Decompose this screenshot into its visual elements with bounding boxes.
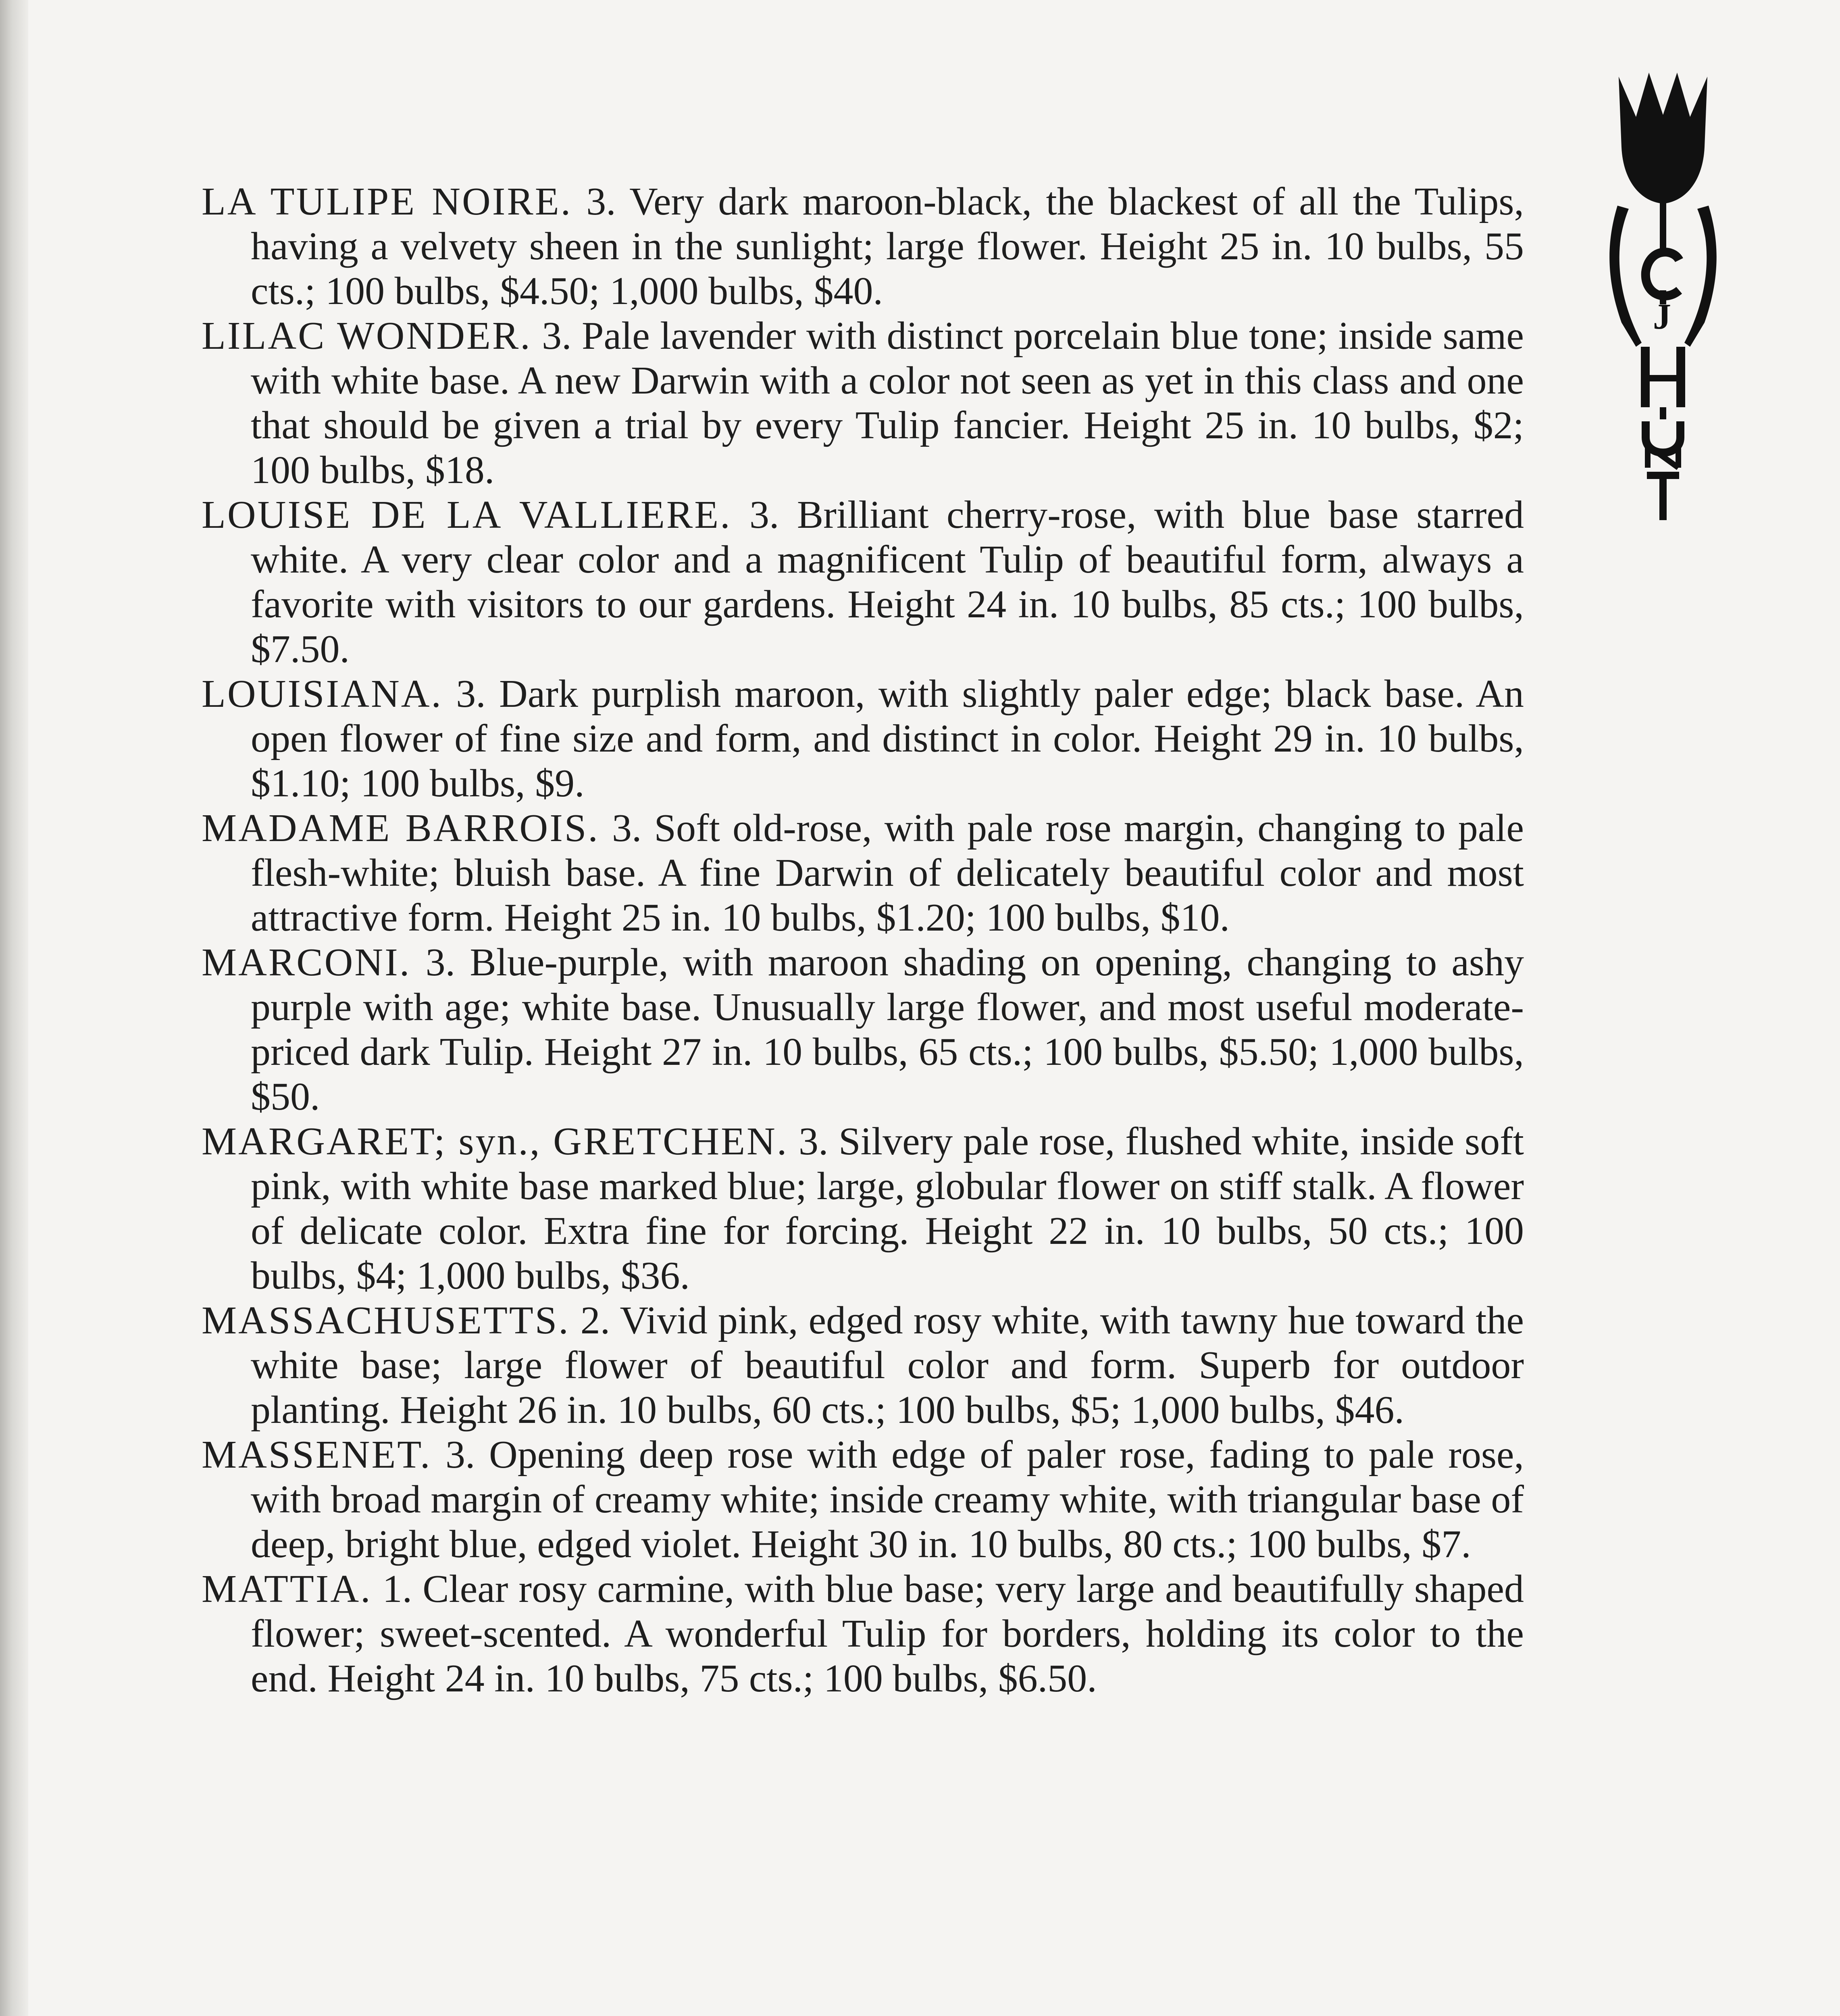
variety-description: 3. Brilliant cherry-rose, with blue base starred white. A very clear color and a magnificent Tulip of beautiful form, always a favorite with visitors to our gardens. Height 24 in. 10 bulbs, 85 cts.; 100 bulbs, $7.50. — [251, 493, 1524, 671]
variety-description: 3. Opening deep rose with edge of paler rose, fading to pale rose, with broad margin of creamy white; inside creamy white, with triangular base of deep, bright blue, edged violet. Height 30 in. 10 bulbs, 80 cts.; 100 bulbs, $7. — [251, 1433, 1524, 1566]
variety-name: MARCONI. — [202, 941, 411, 984]
variety-name: MATTIA. — [202, 1567, 372, 1611]
variety-description: 3. Dark purplish maroon, with slightly paler edge; black base. An open flower of fine size and form, and distinct in color. Height 29 in. 10 bulbs, $1.10; 100 bulbs, $9. — [251, 672, 1524, 805]
catalog-entry — [202, 1119, 1524, 1298]
book-spine-shadow — [0, 0, 28, 2016]
variety-name: MARGARET; syn., GRETCHEN. — [202, 1120, 789, 1163]
variety-description: 2. Vivid pink, edged rosy white, with tawny hue toward the white base; large flower of beautiful color and form. Superb for outdoor planting. Height 26 in. 10 bulbs, 60 cts.; 100 bulbs, $5; 1,000 bulbs, $46. — [251, 1299, 1524, 1432]
variety-name: LA TULIPE NOIRE. — [202, 180, 572, 223]
catalog-entry — [202, 314, 1524, 493]
variety-name: MADAME BARROIS. — [202, 806, 599, 850]
variety-description: 3. Soft old-rose, with pale rose margin, changing to pale flesh-white; bluish base. A fine Darwin of delicately beautiful color and most attractive form. Height 25 in. 10 bulbs, $1.20; 100 bulbs, $10. — [251, 806, 1524, 939]
tulip-monogram-icon — [1596, 65, 1730, 520]
variety-name: LILAC WONDER. — [202, 314, 532, 358]
tulip-catalog-entries — [202, 179, 1524, 1701]
catalog-entry — [202, 1298, 1524, 1433]
catalog-entry — [202, 1433, 1524, 1567]
catalog-entry — [202, 672, 1524, 806]
variety-name: MASSACHUSETTS. — [202, 1299, 570, 1342]
catalog-entry — [202, 1567, 1524, 1701]
variety-description: 3. Blue-purple, with maroon shading on opening, changing to ashy purple with age; white base. Unusually large flower, and most useful moderate-priced dark Tulip. Height 27 in. 10 bulbs, 65 cts.; 100 bulbs, $5.50; 1,000 bulbs, $50. — [251, 941, 1524, 1118]
variety-description: 3. Very dark maroon-black, the blackest of all the Tulips, having a velvety sheen in the sunlight; large flower. Height 25 in. 10 bulbs, 55 cts.; 100 bulbs, $4.50; 1,000 bulbs, $40. — [251, 180, 1524, 313]
variety-name: LOUISE DE LA VALLIERE. — [202, 493, 732, 537]
catalog-entry — [202, 940, 1524, 1119]
variety-description: 1. Clear rosy carmine, with blue base; very large and beautifully shaped flower; sweet-scented. A wonderful Tulip for borders, holding its color to the end. Height 24 in. 10 bulbs, 75 cts.; 100 bulbs, $6.50. — [251, 1567, 1524, 1700]
variety-name: MASSENET. — [202, 1433, 432, 1477]
svg-text:J: J — [1653, 297, 1671, 337]
variety-description: 3. Pale lavender with distinct porcelain blue tone; inside same with white base. A new Darwin with a color not seen as yet in this class and one that should be given a trial by every Tulip fancier. Height 25 in. 10 bulbs, $2; 100 bulbs, $18. — [251, 314, 1524, 492]
catalog-entry — [202, 806, 1524, 940]
catalog-entry — [202, 179, 1524, 314]
catalog-entry — [202, 493, 1524, 672]
variety-description: 3. Silvery pale rose, flushed white, inside soft pink, with white base marked blue; large, globular flower on stiff stalk. A flower of delicate color. Extra fine for forcing. Height 22 in. 10 bulbs, 50 cts.; 100 bulbs, $4; 1,000 bulbs, $36. — [251, 1120, 1524, 1297]
variety-name: LOUISIANA. — [202, 672, 443, 716]
